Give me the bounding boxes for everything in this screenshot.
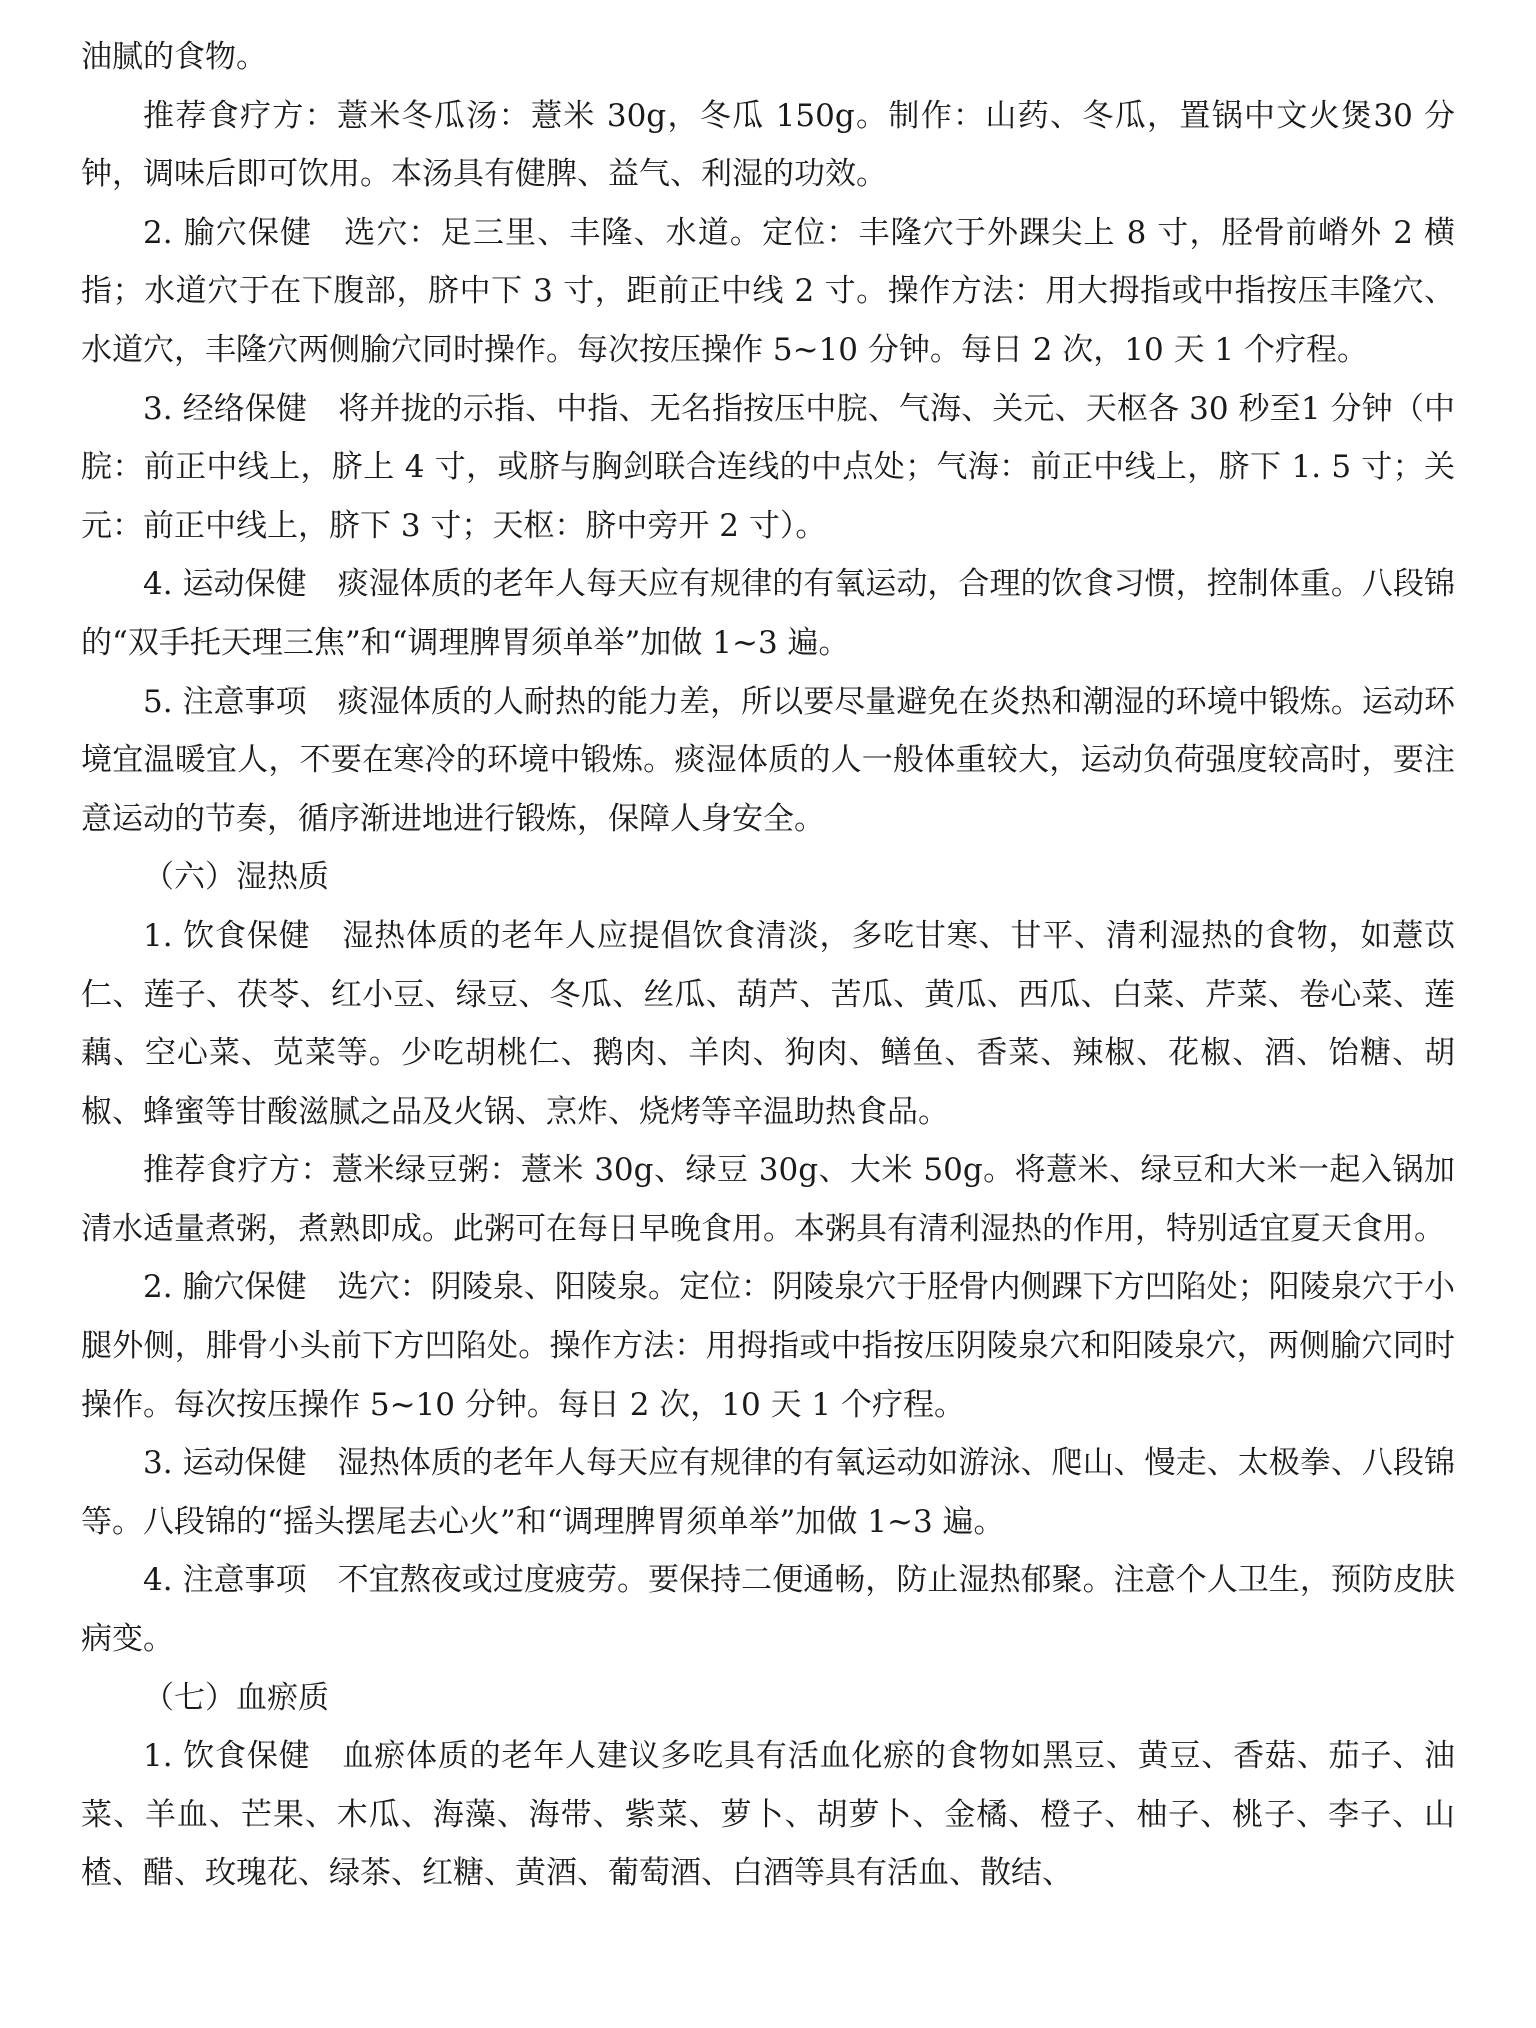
paragraph-notes-damp-heat: 4. 注意事项 不宜熬夜或过度疲劳。要保持二便通畅，防止湿热郁聚。注意个人卫生，预防皮肤病变。	[81, 1562, 1455, 1658]
paragraph-recipe-coix-mungbean: 推荐食疗方：薏米绿豆粥：薏米 30g、绿豆 30g、大米 50g。将薏米、绿豆和大米一起入锅加清水适量煮粥，煮熟即成。此粥可在每日早晚食用。本粥具有清利湿热的作用，特别适宜夏天食用。	[81, 1152, 1455, 1247]
paragraph-diet-blood-stasis: 1. 饮食保健 血瘀体质的老年人建议多吃具有活血化瘀的食物如黑豆、黄豆、香菇、茄子、油菜、羊血、芒果、木瓜、海藻、海带、紫菜、萝卜、胡萝卜、金橘、橙子、柚子、桃子、李子、山楂、醋、玫瑰花、绿茶、红糖、黄酒、葡萄酒、白酒等具有活血、散结、	[81, 1738, 1455, 1892]
section-heading-blood-stasis: （七）血瘀质	[143, 1679, 329, 1716]
paragraph-meridian-phlegm-damp: 3. 经络保健 将并拢的示指、中指、无名指按压中脘、气海、关元、天枢各 30 秒至1 分钟（中脘：前正中线上，脐上 4 寸，或脐与胸剑联合连线的中点处；气海：前正中线上，脐下 1. 5 寸；关元：前正中线上，脐下 3 寸；天枢：脐中旁开 2 寸）。	[81, 390, 1455, 544]
paragraph-exercise-damp-heat: 3. 运动保健 湿热体质的老年人每天应有规律的有氧运动如游泳、爬山、慢走、太极拳、八段锦等。八段锦的“摇头摆尾去心火”和“调理脾胃须单举”加做 1~3 遍。	[81, 1445, 1455, 1540]
paragraph-diet-damp-heat: 1. 饮食保健 湿热体质的老年人应提倡饮食清淡，多吃甘寒、甘平、清利湿热的食物，如薏苡仁、莲子、茯苓、红小豆、绿豆、冬瓜、丝瓜、葫芦、苦瓜、黄瓜、西瓜、白菜、芹菜、卷心菜、莲藕、空心菜、苋菜等。少吃胡桃仁、鹅肉、羊肉、狗肉、鳝鱼、香菜、辣椒、花椒、酒、饴糖、胡椒、蜂蜜等甘酸滋腻之品及火锅、烹炸、烧烤等辛温助热食品。	[81, 917, 1455, 1130]
paragraph-acupoint-phlegm-damp: 2. 腧穴保健 选穴：足三里、丰隆、水道。定位：丰隆穴于外踝尖上 8 寸，胫骨前嵴外 2 横指；水道穴于在下腹部，脐中下 3 寸，距前正中线 2 寸。操作方法：用大拇指或中指按压丰隆穴、水道穴，丰隆穴两侧腧穴同时操作。每次按压操作 5~10 分钟。每日 2 次，10 天 1 个疗程。	[81, 214, 1455, 368]
paragraph-notes-phlegm-damp: 5. 注意事项 痰湿体质的人耐热的能力差，所以要尽量避免在炎热和潮湿的环境中锻炼。运动环境宜温暖宜人，不要在寒冷的环境中锻炼。痰湿体质的人一般体重较大，运动负荷强度较高时，要注意运动的节奏，循序渐进地进行锻炼，保障人身安全。	[81, 683, 1455, 837]
paragraph-recipe-coix-wintermelon: 推荐食疗方：薏米冬瓜汤：薏米 30g，冬瓜 150g。制作：山药、冬瓜，置锅中文火煲30 分钟，调味后即可饮用。本汤具有健脾、益气、利湿的功效。	[81, 97, 1455, 193]
paragraph-exercise-phlegm-damp: 4. 运动保健 痰湿体质的老年人每天应有规律的有氧运动，合理的饮食习惯，控制体重。八段锦的“双手托天理三焦”和“调理脾胃须单举”加做 1~3 遍。	[81, 566, 1455, 661]
document-body	[81, 28, 1455, 1903]
section-heading-damp-heat: （六）湿热质	[143, 859, 329, 896]
paragraph-acupoint-damp-heat: 2. 腧穴保健 选穴：阴陵泉、阳陵泉。定位：阴陵泉穴于胫骨内侧踝下方凹陷处；阳陵泉穴于小腿外侧，腓骨小头前下方凹陷处。操作方法：用拇指或中指按压阴陵泉穴和阳陵泉穴，两侧腧穴同时操作。每次按压操作 5~10 分钟。每日 2 次，10 天 1 个疗程。	[81, 1269, 1455, 1423]
paragraph-intro-tail: 油腻的食物。	[81, 39, 267, 75]
